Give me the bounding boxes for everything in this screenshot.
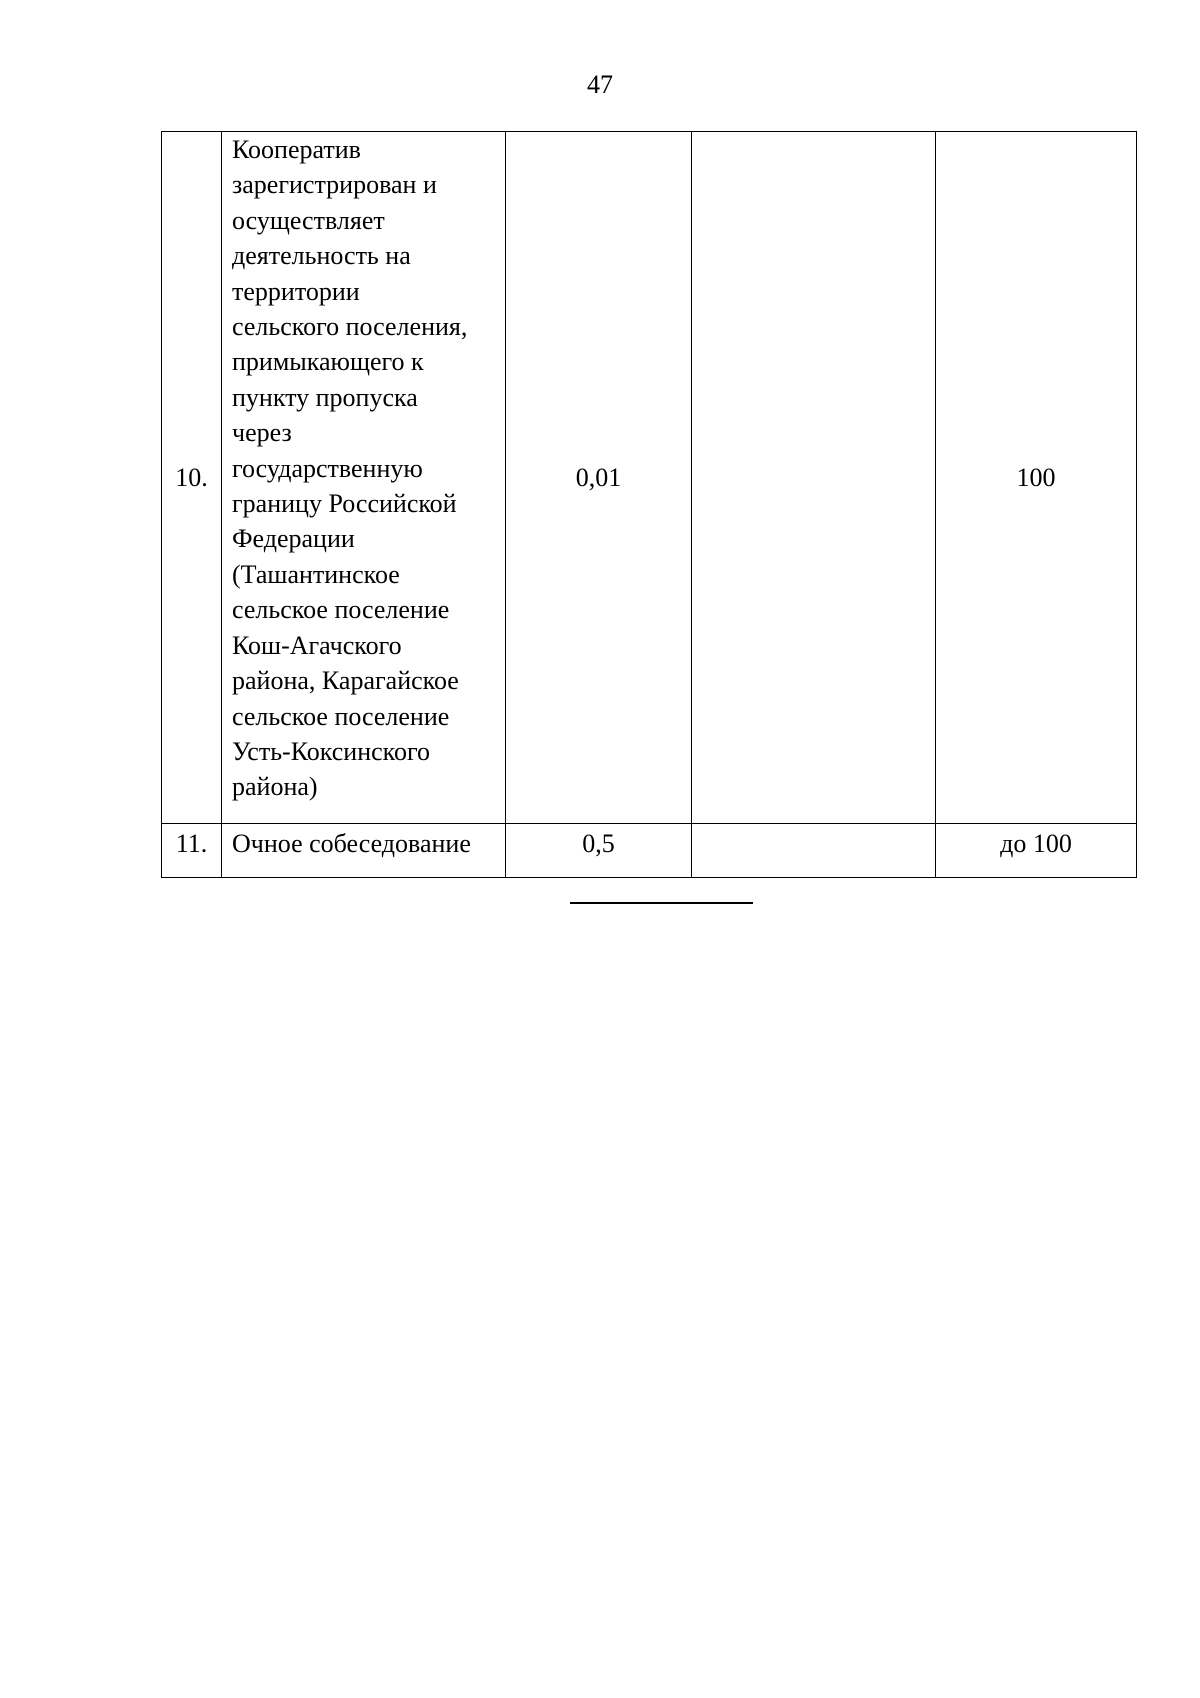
- score-cell: 100: [936, 132, 1137, 824]
- weight-cell: 0,01: [506, 132, 692, 824]
- table-row: [162, 824, 1137, 878]
- criterion-text: Кооператив зарегистрирован и осуществляет деятельность на территории сельского поселения, примыкающего к пункту пропуска через государственную границу Российской Федерации (Ташантинское сельское поселение Кош-Агачского района, Карагайское сельское поселение Усть-Коксинского района): [232, 135, 468, 802]
- row-number: 11.: [162, 824, 222, 878]
- criterion-description: Очное собеседование: [222, 824, 506, 878]
- criterion-description: [222, 132, 506, 824]
- empty-cell: [692, 132, 936, 824]
- empty-cell: [692, 824, 936, 878]
- criteria-table: [161, 131, 1137, 878]
- table-row: [162, 132, 1137, 824]
- weight-cell: 0,5: [506, 824, 692, 878]
- end-of-document-rule: [570, 902, 753, 904]
- page-number: 47: [587, 70, 613, 99]
- row-number: 10.: [162, 132, 222, 824]
- score-cell: до 100: [936, 824, 1137, 878]
